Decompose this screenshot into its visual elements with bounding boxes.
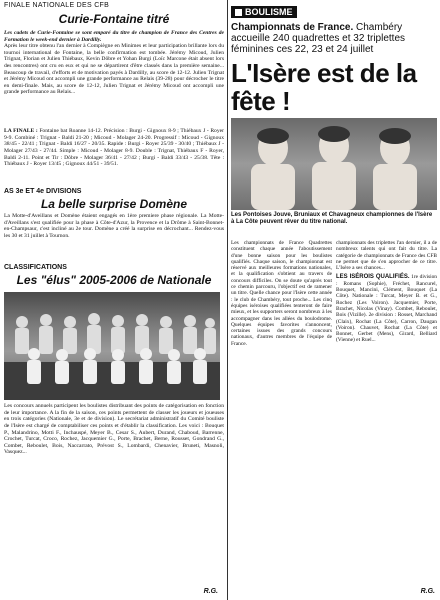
right-col1: Les championnats de France Quadrettes constituent chaque année l'aboutissement d'une bonne saison pour les boulistes qualifiés. Chaque saison, le championnat est réservé aux meilleures formations nationales, et la qualification s'obtient au travers de concours difficiles. On se doute qu'après tout ce chemin parcouru, l'objectif est de ramener un titre. Quelle chance pour l'Isère cette année : le club de Chambéry, tout proche... Les cinq équipes iséroises qualifiées tenteront de faire mieux, et les supporters seront nombreux à les accompagner dans les allées du boulodrome. Quelques équipes favorites s'annoncent, certaines issues des grands concours nationaux, d'autres membres de l'équipe de France. <box>231 240 332 347</box>
champions-photo <box>231 118 437 210</box>
right-col2: championnats des triplettes l'an dernier, il a de nombreux talents qui ont fait du titre. La catégorie de championnats de France des CFB ne permet que de s'en approcher de ce titre. L'Isère a ses chances... LES ISÉROIS QUALIFIÉS. 1re division : Romans (Sophie), Fréchet, Rancurel, Bouquet, Mancini, Clément, Bouquet (La Côte). Nationale : Turcat, Meyer B. et G., Rochez (Les Voiron). Jacquemier, Porte, Brachet, Nicolas (Vinay). Combet, Reboulet, Bois (Vizille). 2e division : Rosset, Marchand (Claix), Rochat (La Côte), Carron, Daugan (Voiron). Chauvet, Rochat (La Côte) et Bonnet, Gerbet (Mens), Girard, Belliard (Vienne) et Ruel... <box>336 240 437 344</box>
square-icon <box>235 9 242 16</box>
qualified-list: 1re division : Romans (Sophie), Fréchet, Rancurel, Bouquet, Mancini, Clément, Bouquet (La Côte). Nationale : Turcat, Meyer B. et G., Rochez (Les Voiron). Jacquemier, Porte, Brachet, Nicolas (Vinay). Combet, Reboulet, Bois (Vizille). 2e division : Rosset, Marchand (Claix), Rochat (La Côte), Carron, Daugan (Voiron). Chauvet, Rochat (La Côte) et Bonnet, Gerbet (Mens), Girard, Belliard (Vienne) et Ruel... <box>336 274 437 344</box>
left-signature: R.G. <box>203 588 218 595</box>
article1-intro: Les cadets de Curie-Fontaine se sont emparé du titre de champion de France des Centres de Formation le week-end dernier à Dardilly. <box>4 30 224 43</box>
team-photo-figures <box>4 292 220 400</box>
champions-photo-figures <box>231 118 437 210</box>
results-body: Fontaine bat Roanne 14-12. Précision : Burgi - Gignoux 8-9 ; Thiébaux J - Royer 9-9. Combiné : Trignat - Baldi 21-20 ; Micoud - Molager 24-20. Progressif : Micoud - Gignoux 38/45 - 22/41 ; Trignat - Baldi 16/27 - 20/35. Rapide : Burgi - Royer 25/39 - 30/40 ; Thiébaux J - Molager 27/43 - 27/44. Simple : Micoud - Molager 8-9. Double : Trignat, Thiébaux F - Royer, Baldi 2-11. Point et Tir : Dôbre - Molager 36/41 - 27/42 ; Burgi - Baldi 33/43 - 25/38. Tête : Thiébaux J - Royer 13/45 ; Gignoux 44/51 - 39/51. <box>4 128 224 168</box>
results-label: LA FINALE : <box>4 128 38 135</box>
section-label: FINALE NATIONALE DES CFB <box>4 2 110 9</box>
classif-label: CLASSIFICATIONS <box>4 264 67 272</box>
right-column <box>231 0 437 600</box>
column-divider <box>227 0 228 600</box>
right-signature: R.G. <box>420 588 435 595</box>
left-column <box>4 0 224 600</box>
headline-kicker: Championnats de France. Chambéry accueille 240 quadrettes et 32 triplettes féminines ces 22, 23 et 24 juillet <box>231 22 405 55</box>
team-photo <box>4 292 220 400</box>
article2-body: La Motte-d'Aveillans et Domène étaient engagés en 1ère premiere phase régionale. La Motte-d'Aveillans s'est qualifiée pour la phase à Côte-d'Azur, la Provence et la Drôme à Saint-Bonnet-en-Champsaur, c'est incliné au 2e tour. Domène a créé la surprise en décrochant... Rendez-vous les 30 et 31 juillet à Tournon. <box>4 213 224 239</box>
article3-title: Les "élus" 2005-2006 de Nationale <box>16 273 212 288</box>
photo-caption: Les Pontoises Jouve, Bruniaux et Chavagneux championnes de l'Isère à La Côte peuvent rêver du titre national. <box>231 212 433 225</box>
section-banner: BOULISME <box>231 6 297 18</box>
qualified-heading: LES ISÉROIS QUALIFIÉS. <box>336 274 410 281</box>
article2-title: La belle surprise Domène <box>40 197 188 212</box>
article1-title: Curie-Fontaine titré <box>58 12 170 26</box>
article1-body: Après leur titre obtenu l'an dernier à Compiègne en Minimes et leur participation brillante lors du tournoi international de Fontaine, la belle confirmation est tombée. Jérémy Micoud, Julien Trignat, Florian et Julien Thiébaux, Kevin Dôbre et Yohan Burgi (Loïc Marcone était absent lors des rencontres) ont cru en eux et qui ne se départirent d'être classés dans la première semaine... Beaucoup de travail, d'efforts et de motivation payés à Dardilly, au score de 12-12. Julien Trignat et Jérémy Micoud ont accompli une grande performance au Relais (39-28) pour décrocher le titre en demi-finale. Mais, au score de 12-12, Julien Trignat et Jérémy Micoud ont accompli une grande performance au Relais... <box>4 43 224 96</box>
big-title: L'Isère est de la fête ! <box>231 58 417 116</box>
article3-body: Les concours annuels participent les boulistes distribuant des points de catégorisation en fonction de leur importance. A la fin de la saison, ces points permettent de classer les joueurs et joueuses en trois catégories (Nationale, 3e et 4e division). Le secrétariat administratif du Comité bouliste de l'Isère est chargé de comptabiliser ces points et d'établir la classification. Les voici : Bouquet P., Malandrino, Motti F., Inchauspé, Meyer B., Cesar S., Aubert, Durand, Chaboud, Barrenne, Crochet, Turcat, Croco, Rochez, Jacquemier G., Porte, Brachet, Berne, Rousset, Gondrand G., Combet, Reboulet, Bois, Naccarrato, Prévost S., Lombardi, Chenavier, Bruneti, Masnoli, Vasquez... <box>4 403 224 456</box>
divisions-label: AS 3e ET 4e DIVISIONS <box>4 188 82 196</box>
